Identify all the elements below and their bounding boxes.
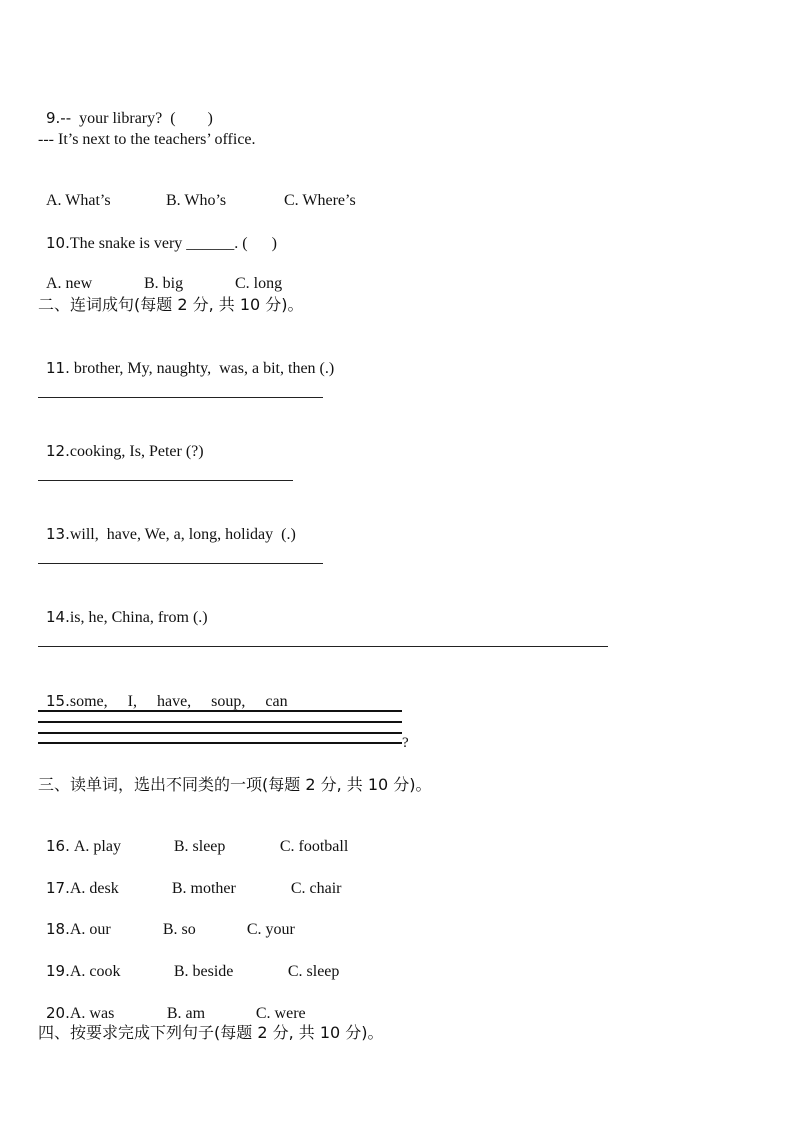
option-c: C. long	[235, 275, 283, 292]
option-c: C. chair	[290, 880, 342, 897]
question-number: 13.	[46, 525, 70, 543]
option-c: C. football	[279, 838, 349, 855]
question-number: 18.	[46, 920, 70, 938]
question-12	[38, 421, 204, 462]
question-number: 9.--	[46, 109, 72, 127]
question-17	[38, 858, 342, 899]
option-b: B. sleep	[173, 838, 226, 855]
question-18	[38, 899, 295, 940]
answer-line[interactable]	[38, 710, 402, 712]
question-number: 12.	[46, 442, 70, 460]
option-b: B. am	[166, 1005, 206, 1022]
answer-line[interactable]	[38, 732, 402, 734]
question-9	[38, 88, 213, 129]
question-text: brother, My, naughty, was, a bit, then (.)	[69, 360, 335, 377]
question-number: 19.	[46, 962, 70, 980]
section-2-title: 二、连词成句(每题 2 分, 共 10 分)。	[38, 295, 304, 314]
answer-line[interactable]	[38, 646, 608, 647]
question-number: 10.	[46, 234, 70, 252]
option-c: C. your	[246, 921, 295, 938]
question-number: 16.	[46, 837, 70, 855]
question-text: is, he, China, from (.)	[69, 609, 208, 626]
option-b: B. big	[144, 275, 184, 292]
option-c: C. were	[255, 1005, 306, 1022]
question-text: will, have, We, a, long, holiday (.)	[69, 526, 296, 543]
question-number: 20.	[46, 1004, 70, 1022]
question-14	[38, 587, 208, 628]
option-a: A. desk	[69, 880, 119, 897]
option-b: B. Who’s	[166, 192, 227, 209]
answer-line[interactable]	[38, 563, 323, 564]
question-15	[38, 671, 288, 712]
option-a: A. was	[69, 1005, 115, 1022]
option-a: A. new	[46, 275, 93, 292]
question-text: cooking, Is, Peter (?)	[69, 443, 204, 460]
question-number: 17.	[46, 879, 70, 897]
question-number: 15.	[46, 692, 70, 710]
question-text: your library? ( )	[71, 110, 213, 127]
question-10-options	[38, 254, 282, 294]
section-4-title: 四、按要求完成下列句子(每题 2 分, 共 10 分)。	[38, 1023, 384, 1042]
option-a: A. cook	[69, 963, 121, 980]
question-9-answer: --- It’s next to the teachers’ office.	[38, 131, 256, 148]
answer-line[interactable]	[38, 397, 323, 398]
option-c: C. Where’s	[284, 192, 356, 209]
answer-line[interactable]	[38, 480, 293, 481]
answer-line[interactable]	[38, 721, 402, 723]
question-13	[38, 504, 296, 545]
option-a: A. What’s	[46, 192, 111, 209]
option-c: C. sleep	[287, 963, 340, 980]
answer-line[interactable]	[38, 742, 402, 744]
question-number: 14.	[46, 608, 70, 626]
question-11	[38, 338, 334, 379]
question-number: 11.	[46, 359, 70, 377]
question-9-options	[38, 171, 356, 211]
option-b: B. so	[162, 921, 196, 938]
question-text: some, I, have, soup, can	[69, 693, 288, 710]
question-10	[38, 213, 277, 254]
option-a: A. play	[73, 838, 121, 855]
question-text: The snake is very ______. ( )	[69, 235, 277, 252]
option-b: B. beside	[173, 963, 234, 980]
option-b: B. mother	[171, 880, 236, 897]
option-a: A. our	[69, 921, 111, 938]
section-3-title: 三、读单词，选出不同类的一项(每题 2 分, 共 10 分)。	[38, 775, 432, 794]
question-19	[38, 941, 339, 982]
question-16	[38, 816, 348, 857]
question-mark: ?	[402, 735, 409, 751]
question-20	[38, 983, 306, 1024]
